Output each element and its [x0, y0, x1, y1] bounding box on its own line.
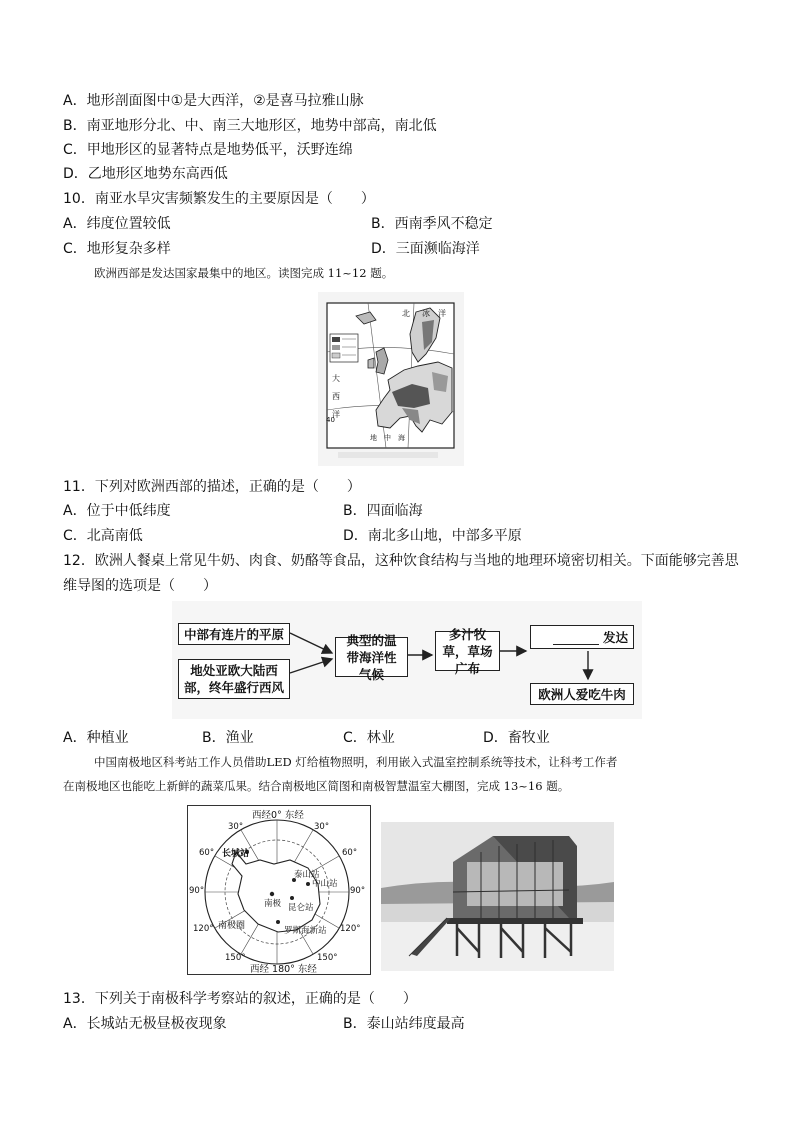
mind-map-box-blank	[530, 625, 634, 649]
q10-option-c: C．地形复杂多样	[63, 241, 171, 257]
antarctic-intro-line1: 中国南极地区科考站工作人员借助LED 灯给植物照明，利用嵌入式温室控制系统等技术，让科考工作者	[94, 755, 618, 769]
europe-map	[318, 292, 464, 466]
antarctic-bottom-label: 西经 180° 东经	[250, 964, 317, 975]
station-zhongshan: 中山站	[312, 879, 338, 889]
mind-map-blank-line	[553, 630, 599, 645]
q9-option-a: A．地形剖面图中①是大西洋，②是喜马拉雅山脉	[63, 93, 364, 109]
lon-150-right: 150°	[317, 953, 338, 963]
q12-option-d: D．畜牧业	[483, 730, 550, 746]
antarctic-map	[187, 805, 371, 975]
station-kunlun: 昆仑站	[288, 903, 314, 913]
q10-stem: 10．南亚水旱灾害频繁发生的主要原因是（ ）	[63, 191, 375, 207]
q9-option-b: B．南亚地形分北、中、南三大地形区，地势中部高，南北低	[63, 118, 437, 134]
mind-map-box-beef: 欧洲人爱吃牛肉	[530, 683, 634, 705]
q11-option-c: C．北高南低	[63, 528, 143, 544]
q9-option-d: D．乙地形区地势东高西低	[63, 166, 228, 182]
q13-stem: 13．下列关于南极科学考察站的叙述，正确的是（ ）	[63, 991, 417, 1007]
q10-option-d: D．三面濒临海洋	[371, 241, 480, 257]
q11-option-d: D．南北多山地，中部多平原	[343, 528, 522, 544]
map-label-mediterranean: 地 中 海	[370, 434, 405, 442]
q12-option-a: A．种植业	[63, 730, 129, 746]
antarctic-map-drawing	[188, 806, 370, 974]
q13-option-b: B．泰山站纬度最高	[343, 1016, 465, 1032]
map-label-arctic: 冰 洋	[422, 309, 446, 318]
q11-stem: 11．下列对欧洲西部的描述，正确的是（ ）	[63, 479, 361, 495]
map-label-atlantic-3: 洋	[332, 410, 340, 419]
q12-option-b: B．渔业	[202, 730, 254, 746]
lon-60-left: 60°	[199, 848, 215, 858]
q10-option-b: B．西南季风不稳定	[371, 216, 493, 232]
antarctic-top-label: 西经0° 东经	[252, 810, 304, 821]
lon-60-right: 60°	[342, 848, 358, 858]
map-label-atlantic-2: 西	[332, 392, 340, 401]
mind-map-box-developed: 发达	[602, 629, 628, 645]
mind-map-box-climate: 典型的温带海洋性气候	[335, 637, 408, 677]
antarctic-intro-line2: 在南极地区也能吃上新鲜的蔬菜瓜果。结合南极地区简图和南极智慧温室大棚图，完成 13~16 题。	[63, 779, 570, 793]
mind-map	[172, 601, 642, 719]
station-ross-sea: 罗斯海新站	[284, 926, 327, 936]
mind-map-box-location: 地处亚欧大陆西部，终年盛行西风	[178, 659, 290, 699]
greenhouse-photo	[381, 822, 614, 971]
q13-option-a: A．长城站无极昼极夜现象	[63, 1016, 227, 1032]
europe-intro: 欧洲西部是发达国家最集中的地区。读图完成 11~12 题。	[94, 266, 394, 280]
lon-150-left: 150°	[225, 953, 246, 963]
q10-option-a: A．纬度位置较低	[63, 216, 171, 232]
greenhouse-photo-drawing	[381, 822, 614, 971]
station-changcheng: 长城站	[222, 849, 250, 859]
lon-120-right: 120°	[340, 924, 361, 934]
q12-option-c: C．林业	[343, 730, 395, 746]
lon-120-left: 120°	[193, 924, 214, 934]
q12-stem-line1: 12．欧洲人餐桌上常见牛奶、肉食、奶酪等食品，这种饮食结构与当地的地理环境密切相关。下面能够完善思	[63, 553, 739, 569]
mind-map-box-pasture: 多汁牧草，草场广布	[435, 631, 500, 671]
lon-30-left: 30°	[228, 822, 244, 832]
station-taishan: 泰山站	[294, 870, 320, 880]
antarctic-circle-label: 南极圈	[218, 921, 246, 931]
lon-90-left: 90°	[189, 886, 205, 896]
mind-map-box-plain: 中部有连片的平原	[178, 623, 290, 645]
map-label-40: 40	[326, 416, 335, 424]
lon-90-right: 90°	[350, 886, 366, 896]
south-pole-label: 南极	[264, 899, 282, 909]
q11-option-a: A．位于中低纬度	[63, 503, 171, 519]
q11-option-b: B．四面临海	[343, 503, 423, 519]
q12-stem-line2: 维导图的选项是（ ）	[63, 578, 217, 594]
map-label-north: 北	[402, 309, 410, 318]
map-label-atlantic-1: 大	[332, 374, 340, 383]
q9-option-c: C．甲地形区的显著特点是地势低平，沃野连绵	[63, 142, 353, 158]
lon-30-right: 30°	[314, 822, 330, 832]
